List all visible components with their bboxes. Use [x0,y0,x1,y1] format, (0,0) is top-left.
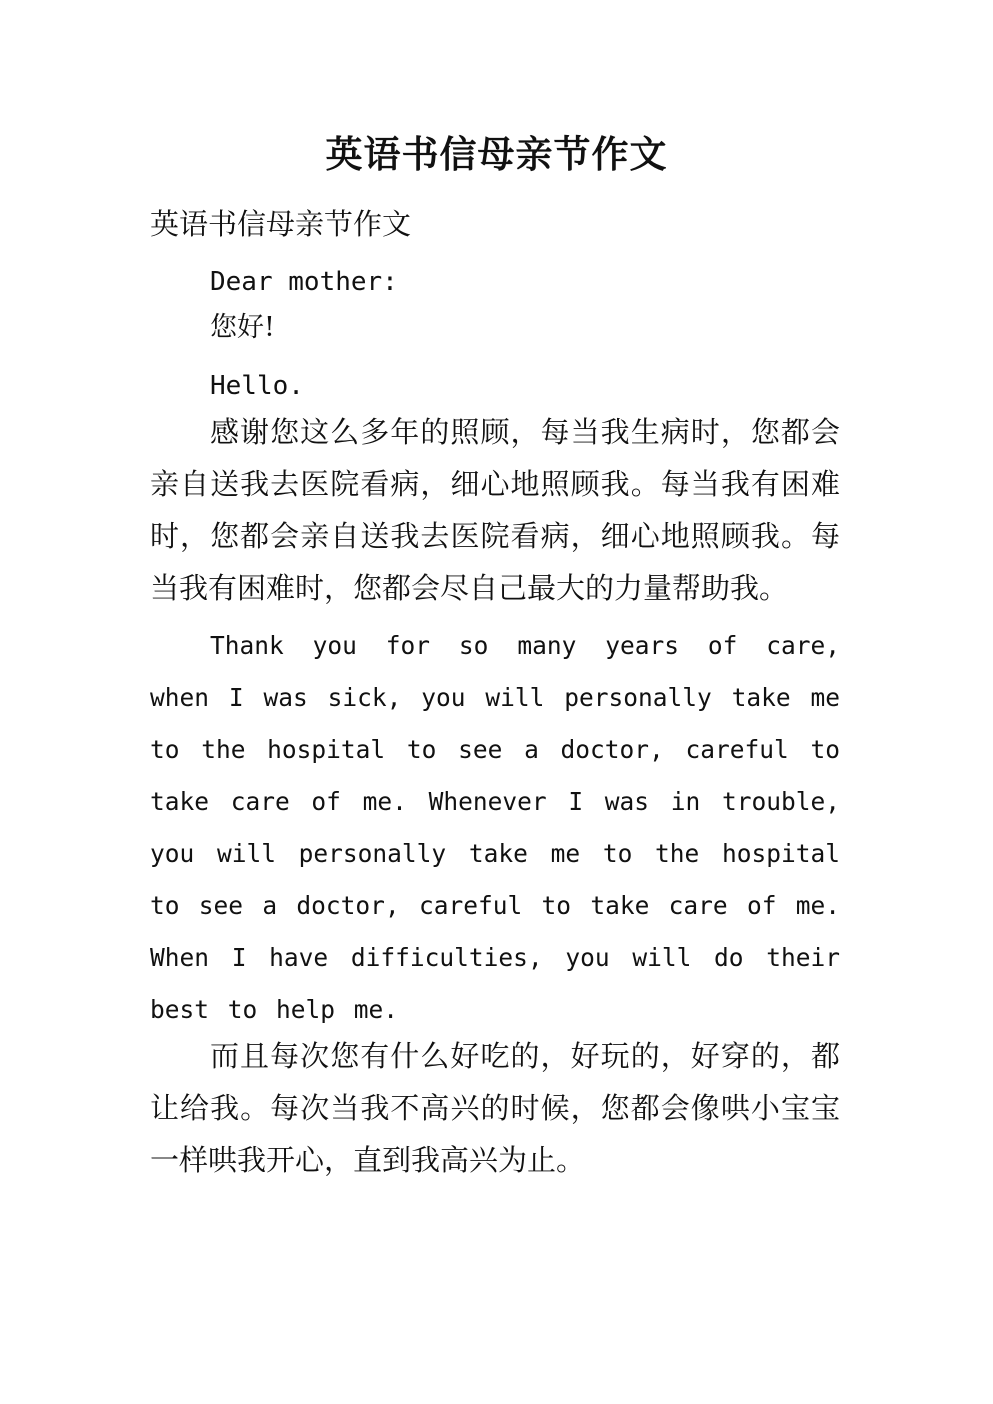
greeting-chinese: 您好! [210,312,275,343]
document-title: 英语书信母亲节作文 [325,132,668,176]
paragraph-english-1: Thank you for so many years of care, when I was sick, you will personally take me to the hospital to see a doctor, careful to take care of me. Whenever I was in trouble, you will personally take me to the hospital to see a doctor, careful to take care of me. When I have difficulties, you will do their best to help me. [150,631,840,1024]
greeting-english: Dear mother: [210,267,398,297]
paragraph-chinese-2: 而且每次您有什么好吃的，好玩的，好穿的，都让给我。每次当我不高兴的时候，您都会像哄小宝宝一样哄我开心，直到我高兴为止。 [150,1039,840,1177]
hello-line: Hello. [210,371,304,401]
document-subtitle: 英语书信母亲节作文 [150,207,412,241]
paragraph-chinese-1: 感谢您这么多年的照顾，每当我生病时，您都会亲自送我去医院看病，细心地照顾我。每当我有困难时，您都会亲自送我去医院看病，细心地照顾我。每当我有困难时，您都会尽自己最大的力量帮助我。 [150,415,840,605]
